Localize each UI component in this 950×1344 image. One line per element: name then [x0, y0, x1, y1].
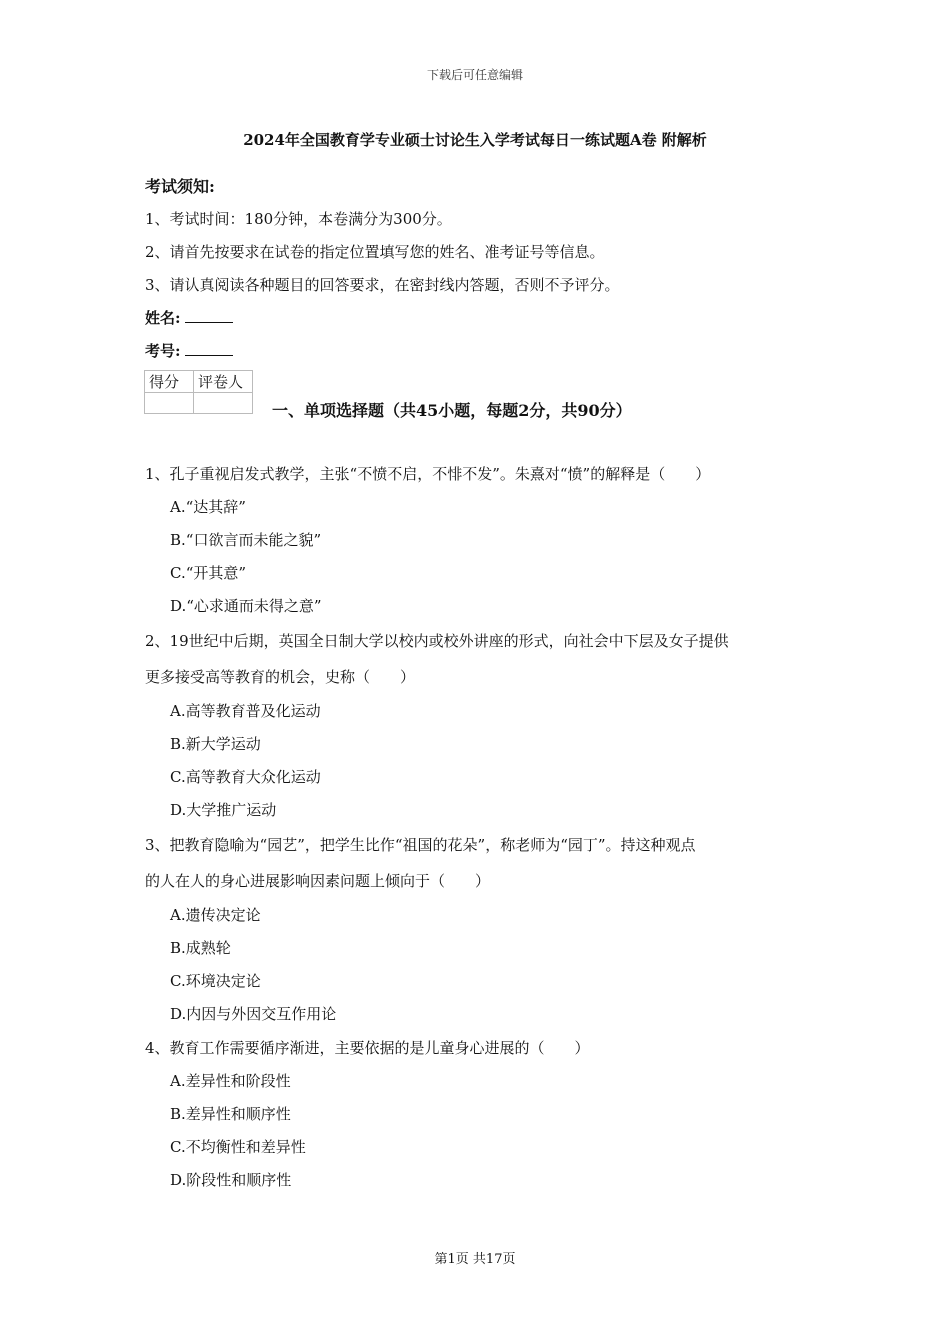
question-2-option-c: C.高等教育大众化运动: [170, 768, 321, 786]
question-2-option-a: A.高等教育普及化运动: [170, 702, 321, 720]
question-1-option-a: A.“达其辞”: [170, 498, 246, 516]
exam-id-label: 考号:: [145, 342, 181, 360]
question-1-option-b: B.“口欲言而未能之貌”: [170, 531, 322, 549]
page-footer: 第1页 共17页: [434, 1252, 516, 1267]
question-2-option-d: D.大学推广运动: [170, 801, 277, 819]
notice-item: 1、考试时间：180分钟，本卷满分为300分。: [145, 210, 452, 228]
section-heading: 一、单项选择题（共45小题，每题2分，共90分）: [272, 401, 632, 420]
score-table: [144, 370, 253, 414]
question-4-option-b: B.差异性和顺序性: [170, 1105, 291, 1123]
question-3-option-d: D.内因与外因交互作用论: [170, 1005, 337, 1023]
question-2-option-b: B.新大学运动: [170, 735, 261, 753]
name-blank: [185, 308, 233, 323]
name-field: [145, 307, 233, 328]
score-header: 得分: [145, 371, 194, 393]
question-2-stem: 2、19世纪中后期，英国全日制大学以校内或校外讲座的形式，向社会中下层及女子提供: [145, 632, 729, 650]
question-1-stem: 1、孔子重视启发式教学，主张“不愤不启，不悱不发”。朱熹对“愤”的解释是（ ）: [145, 465, 711, 483]
notice-item: 3、请认真阅读各种题目的回答要求，在密封线内答题，否则不予评分。: [145, 276, 620, 294]
exam-id-blank: [185, 341, 233, 356]
exam-id-field: [145, 340, 233, 361]
question-4-option-d: D.阶段性和顺序性: [170, 1171, 292, 1189]
score-cell: [145, 393, 194, 414]
question-3-stem: 3、把教育隐喻为“园艺”，把学生比作“祖国的花朵”，称老师为“园丁”。持这种观点: [145, 836, 696, 854]
question-3-stem-cont: 的人在人的身心进展影响因素问题上倾向于（ ）: [145, 872, 491, 890]
document-title: 2024年全国教育学专业硕士讨论生入学考试每日一练试题A卷 附解析: [243, 131, 707, 149]
question-4-option-a: A.差异性和阶段性: [170, 1072, 291, 1090]
name-label: 姓名:: [145, 309, 181, 327]
notice-item: 2、请首先按要求在试卷的指定位置填写您的姓名、准考证号等信息。: [145, 243, 605, 261]
question-4-stem: 4、教育工作需要循序渐进，主要依据的是儿童身心进展的（ ）: [145, 1039, 590, 1057]
question-2-stem-cont: 更多接受高等教育的机会，史称（ ）: [145, 668, 416, 686]
question-1-option-c: C.“开其意”: [170, 564, 247, 582]
header-note: 下载后可任意编辑: [426, 68, 523, 82]
grader-cell: [194, 393, 253, 414]
question-4-option-c: C.不均衡性和差异性: [170, 1138, 306, 1156]
notice-heading: 考试须知:: [145, 177, 215, 196]
question-3-option-c: C.环境决定论: [170, 972, 261, 990]
question-3-option-a: A.遗传决定论: [170, 906, 261, 924]
grader-header: 评卷人: [194, 371, 253, 393]
question-3-option-b: B.成熟轮: [170, 939, 231, 957]
question-1-option-d: D.“心求通而未得之意”: [170, 597, 322, 615]
